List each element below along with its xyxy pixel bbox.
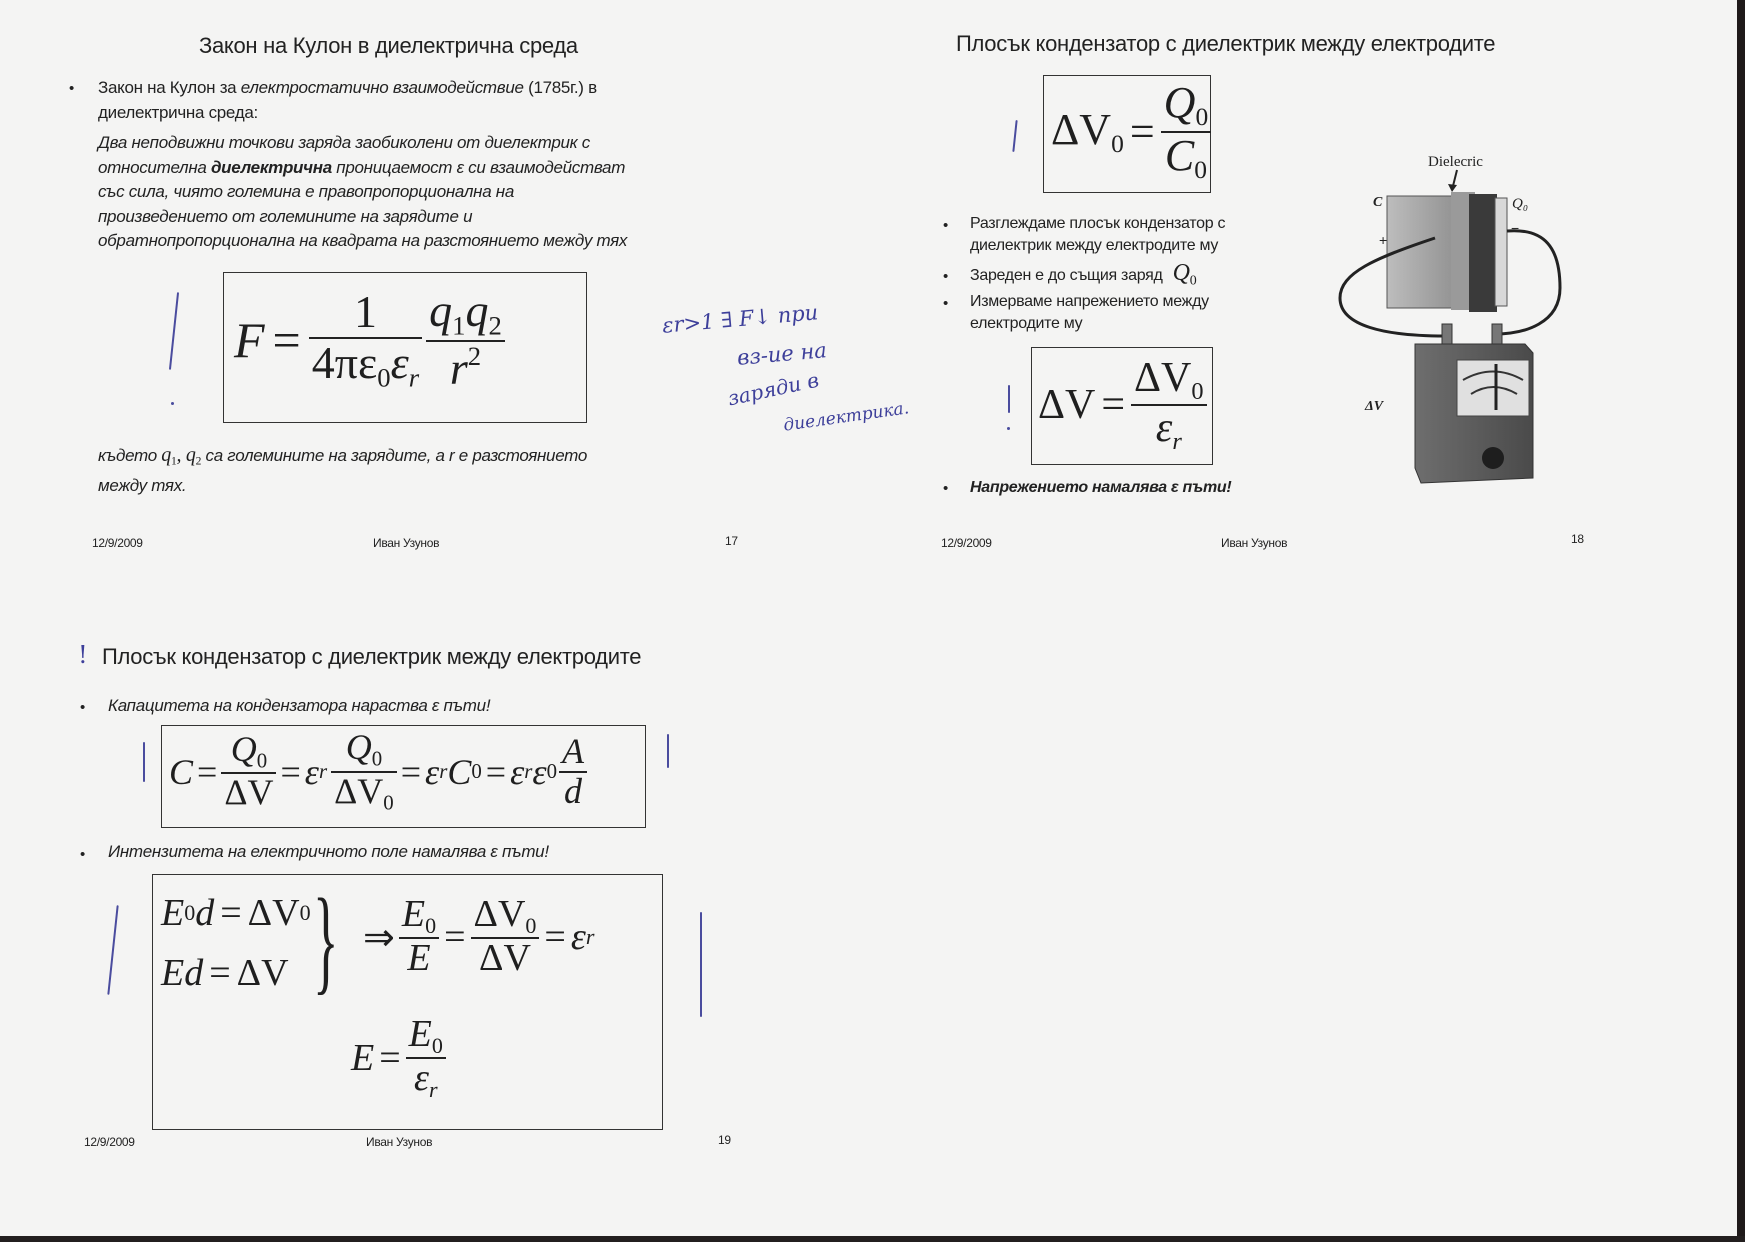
- footer-date: 12/9/2009: [92, 536, 143, 550]
- sub: r: [318, 759, 328, 784]
- eps-symbol: ε: [510, 751, 525, 792]
- numerator: [1131, 356, 1207, 404]
- sub: r: [1172, 428, 1182, 456]
- numerator: [471, 895, 540, 937]
- equation-ed: [161, 943, 311, 1003]
- sub: 0: [546, 759, 558, 784]
- delta-v: ΔV: [473, 893, 526, 935]
- eps-symbol: ε: [425, 751, 440, 792]
- fraction-constant: [309, 288, 422, 391]
- r-symbol: r: [449, 342, 468, 394]
- voltage-formula: [1038, 356, 1207, 455]
- sub: 2: [195, 454, 202, 468]
- equals: =: [544, 916, 566, 959]
- coulomb-intro: [98, 76, 758, 125]
- e-symbol: E: [408, 1013, 432, 1055]
- fraction: [221, 728, 276, 813]
- terminal-left: [1442, 324, 1452, 344]
- slide-18-title: Плосък кондензатор с диелектрик между електродите: [956, 31, 1496, 56]
- terminal-right: [1492, 324, 1502, 344]
- comma: ,: [176, 444, 186, 466]
- q1: q: [429, 285, 453, 336]
- ink-line: диелектрика.: [782, 398, 911, 436]
- ink-line: заряди в: [725, 367, 821, 411]
- equals: =: [272, 311, 301, 368]
- ink-line: εr>1 ∃ F↓ при: [661, 300, 820, 338]
- ink-exclamation: !: [78, 641, 88, 669]
- bullet-text: [970, 262, 1196, 292]
- delta-v: ΔV: [236, 952, 289, 994]
- sub: 0: [1189, 273, 1197, 289]
- equals: =: [1129, 107, 1155, 157]
- field-formula-box: [152, 874, 663, 1130]
- denominator: [411, 1059, 441, 1101]
- ink-dot: [171, 402, 174, 405]
- q-symbol: q: [161, 444, 171, 466]
- denominator: [331, 770, 397, 815]
- def-line: обратнопропорционална на квадрата на разстоянието между тях: [98, 231, 628, 250]
- dielectric-dark: [1469, 194, 1497, 312]
- denominator: [1153, 406, 1185, 454]
- delta-v: ΔV: [247, 892, 300, 934]
- equals: =: [280, 751, 301, 792]
- bullet-line: електродите му: [970, 315, 1083, 332]
- sub: 0: [425, 913, 437, 939]
- ink-mark: [667, 734, 669, 768]
- scan-edge-right: [1737, 0, 1745, 1242]
- e-symbol: E: [161, 892, 185, 934]
- d-symbol: d: [184, 952, 204, 994]
- where-line2: между тях.: [98, 476, 187, 496]
- brace-icon: }: [313, 874, 339, 1005]
- ink-mark: [143, 742, 145, 782]
- intro-italic: електростатично взаимодействие: [240, 78, 524, 97]
- arrow-head-icon: [1448, 184, 1457, 192]
- coulomb-formula-box: [223, 272, 587, 423]
- numerator: [399, 895, 439, 937]
- sub: 0: [1111, 129, 1124, 159]
- e-symbol: E: [351, 1037, 375, 1080]
- ratio-equation: [363, 895, 594, 979]
- slide-19-title: Плосък кондензатор с диелектрик между електродите: [102, 644, 642, 669]
- denominator: [309, 336, 422, 393]
- numerator: [406, 1015, 446, 1057]
- footer-page-number: 18: [1571, 532, 1584, 546]
- den-text: 4πε: [311, 336, 378, 388]
- fraction: [399, 895, 439, 979]
- delta-v: ΔV: [1038, 382, 1096, 429]
- equals: =: [209, 952, 231, 994]
- scan-edge-bottom: [0, 1236, 1745, 1242]
- bullet-icon: •: [69, 80, 75, 97]
- footer-author: Иван Узунов: [366, 1135, 433, 1149]
- equals: =: [1101, 382, 1126, 429]
- ink-mark: [107, 905, 118, 995]
- eps-symbol: ε: [413, 1057, 429, 1100]
- numerator: A: [562, 730, 585, 771]
- equals: =: [379, 1037, 401, 1080]
- denominator: [447, 342, 484, 393]
- def-line: относителна: [98, 157, 211, 177]
- implies-arrow-icon: ⇒: [363, 916, 395, 959]
- sub: r: [524, 759, 533, 784]
- delta-v: ΔV: [334, 770, 384, 811]
- sub: 0: [299, 900, 311, 925]
- bullet-icon: •: [943, 217, 949, 234]
- ink-mark: [1012, 120, 1017, 152]
- bullet-icon: •: [943, 295, 949, 312]
- intro-line2: диелектрична среда:: [98, 102, 258, 122]
- bullet-icon: •: [943, 268, 949, 285]
- ink-dot: [1007, 427, 1010, 430]
- bullet-line: Зареден е до същия заряд: [970, 267, 1163, 284]
- eps-symbol: ε: [304, 751, 319, 792]
- bullet-icon: •: [943, 480, 949, 497]
- fraction: [471, 895, 540, 979]
- def-line: Два неподвижни точкови заряда заобиколени от диелектрик с: [98, 133, 590, 152]
- bullet-text: [970, 291, 1209, 335]
- sub: r: [439, 759, 448, 784]
- sub: 0: [471, 759, 482, 784]
- q-symbol: Q: [1163, 78, 1196, 127]
- sub: 0: [371, 746, 383, 771]
- sub: 1: [171, 454, 177, 468]
- footer-author: Иван Узунов: [1221, 536, 1288, 550]
- delta-v: ΔV: [1051, 105, 1112, 155]
- c-symbol: C: [447, 751, 472, 792]
- fraction: [1161, 80, 1212, 184]
- bullet-icon: •: [80, 699, 86, 716]
- ink-mark: [700, 912, 702, 1017]
- def-bold: диелектрична: [210, 157, 332, 177]
- q-symbol: q: [185, 444, 196, 466]
- def-line: произведението от големините на зарядите и: [98, 206, 473, 226]
- voltmeter-knob: [1482, 447, 1504, 469]
- d-symbol: d: [195, 892, 215, 934]
- sub: 0: [383, 790, 394, 815]
- numerator: 1: [353, 286, 377, 338]
- ink-mark: [1008, 385, 1010, 413]
- numerator: [228, 728, 270, 773]
- delta-v0: ΔV: [1134, 355, 1192, 401]
- sub: 2: [488, 310, 502, 341]
- where-text: [98, 443, 778, 499]
- sub: 0: [184, 900, 196, 925]
- sub: 0: [525, 913, 537, 939]
- sub: r: [585, 924, 595, 950]
- voltage-formula-0: [1051, 80, 1211, 184]
- equals: =: [485, 751, 507, 792]
- q-symbol: Q: [345, 727, 372, 767]
- sub: 1: [452, 310, 466, 341]
- capacitance-formula-box: [161, 725, 646, 828]
- dielectric-voltage-box: [1031, 347, 1213, 465]
- intro-text: Закон на Кулон за: [98, 78, 241, 97]
- coulomb-definition: [98, 131, 778, 254]
- equation-e0d: [161, 883, 311, 943]
- q-symbol: Q: [1172, 260, 1190, 286]
- capacitance-formula: [169, 729, 587, 814]
- sub: r: [408, 362, 420, 393]
- ink-mark: [169, 292, 179, 370]
- ink-line: вз-ие на: [736, 338, 828, 370]
- delta-v-label: ΔV: [1365, 399, 1384, 414]
- intro-year: (1785г.) в: [523, 78, 597, 97]
- denominator: d: [564, 770, 583, 811]
- eps-symbol: ε: [570, 916, 586, 959]
- numerator: [343, 729, 385, 771]
- denominator: E: [407, 937, 431, 980]
- capacitor-plate-right: [1495, 198, 1507, 306]
- q0-label: Q₀: [1512, 196, 1529, 212]
- q2: q: [465, 285, 489, 336]
- eps-symbol: ε: [1155, 405, 1173, 452]
- denominator: ΔV: [479, 937, 531, 980]
- sub: 0: [1194, 155, 1207, 185]
- equals: =: [400, 751, 422, 792]
- capacitor-voltmeter-figure: [1335, 148, 1575, 488]
- equals: =: [197, 751, 218, 792]
- footer-page-number: 19: [718, 1133, 731, 1147]
- where-desc: са големините на зарядите, а r е разстоянието: [201, 446, 587, 465]
- fraction: [331, 729, 397, 814]
- eps-symbol: ε: [532, 751, 547, 792]
- sub: 0: [1191, 377, 1204, 405]
- denominator: [1162, 130, 1210, 185]
- sub: 0: [1195, 102, 1209, 132]
- def-line: със сила, чиято големина е правопропорционална на: [98, 182, 515, 201]
- bullet-text: [970, 213, 1225, 257]
- conclusion-text: Напрежението намалява ε пъти!: [970, 479, 1232, 496]
- numerator: [1161, 80, 1212, 131]
- field-bullet: Интензитета на електричното поле намалява ε пъти!: [108, 842, 549, 861]
- slide-17-title: Закон на Кулон в диелектрична среда: [199, 33, 578, 58]
- lhs: [1051, 104, 1124, 159]
- bullet-line: диелектрик между електродите му: [970, 237, 1219, 254]
- c-symbol: C: [1164, 130, 1195, 180]
- def-line: проницаемост ε си взаимодействат: [331, 157, 626, 177]
- e-symbol: E: [161, 952, 185, 994]
- fraction: [559, 730, 587, 811]
- numerator: [426, 287, 505, 340]
- footer-date: 12/9/2009: [941, 536, 992, 550]
- sub: r: [428, 1077, 438, 1103]
- sub: 0: [256, 748, 268, 773]
- bullet-icon: •: [80, 846, 86, 863]
- fraction: [406, 1015, 446, 1101]
- e-symbol: E: [401, 893, 426, 935]
- where-label: където: [98, 446, 162, 465]
- voltage-formula-box: [1043, 75, 1211, 193]
- coulomb-formula: [234, 287, 505, 393]
- bullet-line: Разглеждаме плосък кондензатор с: [970, 215, 1226, 232]
- q-symbol: Q: [230, 728, 257, 769]
- system-equations: [161, 883, 311, 1003]
- equals: =: [444, 916, 466, 959]
- denominator: ΔV: [224, 772, 274, 813]
- footer-author: Иван Узунов: [373, 536, 440, 550]
- c-label: C: [1373, 195, 1383, 210]
- fraction: [1131, 356, 1207, 455]
- sub: 0: [431, 1033, 443, 1059]
- den-eps: ε: [390, 336, 409, 388]
- minus-label: −: [1511, 220, 1520, 236]
- footer-date: 12/9/2009: [84, 1135, 135, 1149]
- exponent: 2: [467, 340, 482, 371]
- sub: 0: [377, 362, 391, 393]
- field-result-equation: [351, 1015, 446, 1101]
- plus-label: +: [1379, 232, 1388, 248]
- f-symbol: F: [234, 311, 265, 368]
- c-symbol: C: [169, 751, 194, 792]
- fraction-charges: [426, 287, 505, 393]
- bullet-line: Измерваме напрежението между: [970, 293, 1209, 310]
- capacitance-bullet: Капацитета на кондензатора нараства ε пъти!: [108, 696, 491, 715]
- dielectric-label: Dielecric: [1428, 154, 1483, 170]
- footer-page-number: 17: [725, 534, 738, 548]
- equals: =: [220, 892, 242, 934]
